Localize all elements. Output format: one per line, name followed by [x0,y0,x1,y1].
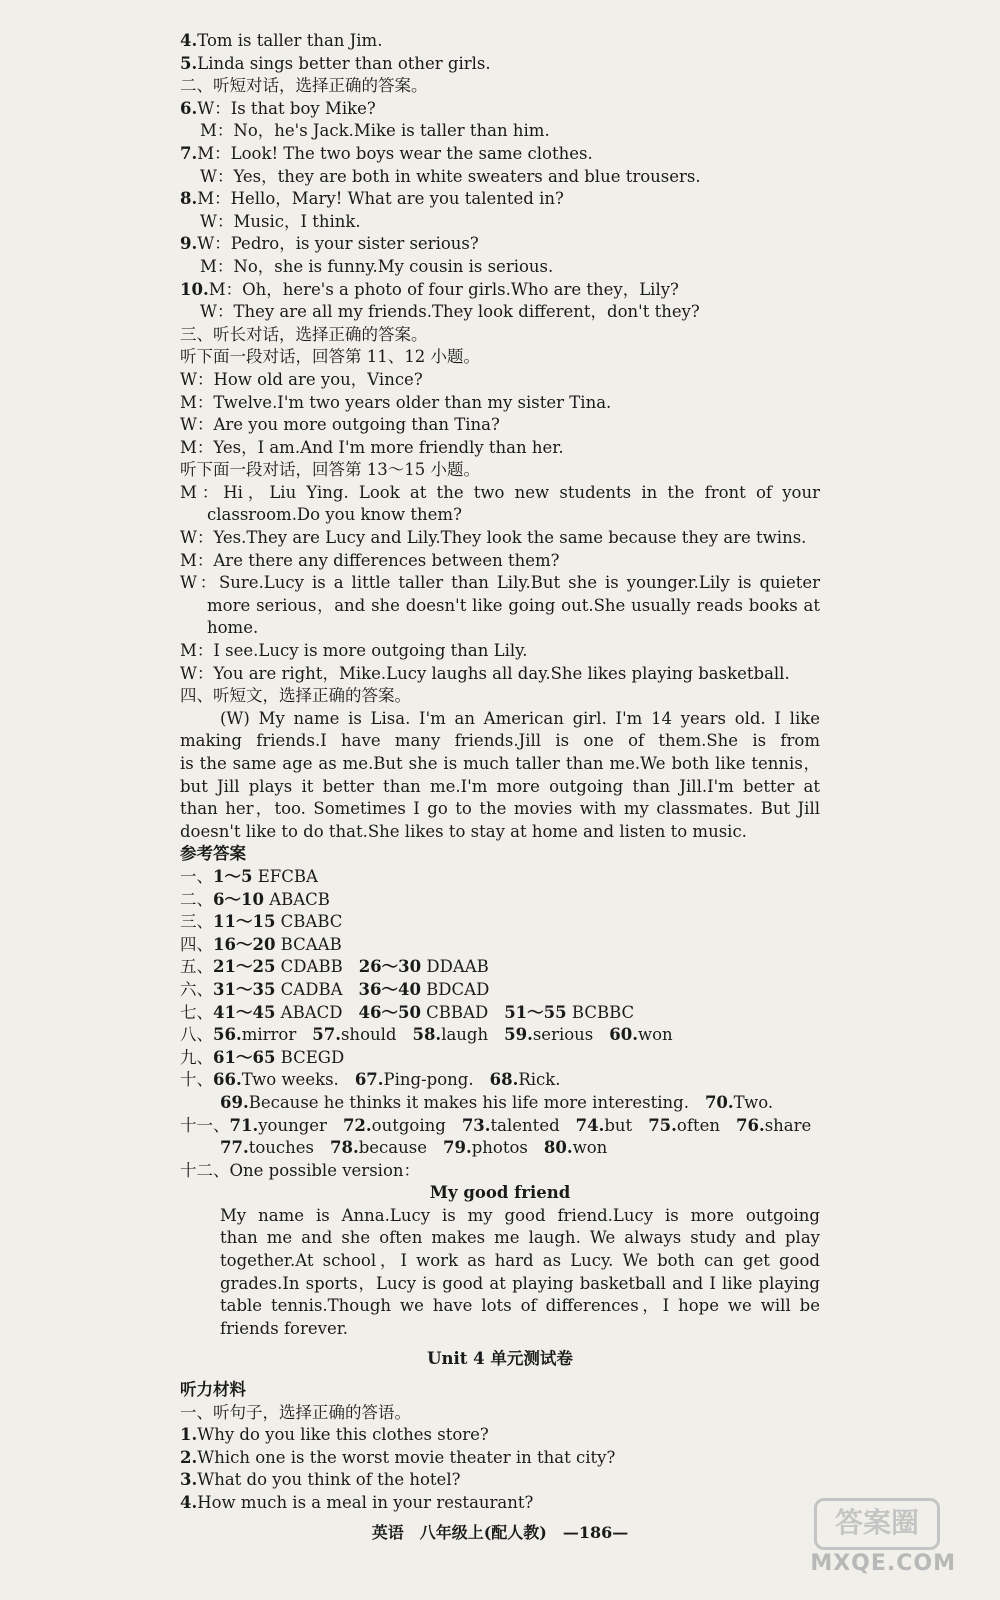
dialogue-1-intro: 听下面一段对话，回答第 11、12 小题。 [180,347,480,367]
passage-line: is the same age as me.But she is much taller than me.We both like tennis， [180,754,820,773]
essay-line: grades.In sports，Lucy is good at playing basketball and I like playing [220,1273,820,1293]
dialogue-2-line: M：I see.Lucy is more outgoing than Lily. [180,641,528,661]
unit4-question: 2.Which one is the worst movie theater in that city? [180,1447,616,1467]
dialogue-1-line: M：Twelve.I'm two years older than my sister Tina. [180,392,612,412]
unit4-question: 1.Why do you like this clothes store? [180,1425,489,1445]
question-8-line-1: 8.M：Hello，Mary! What are you talented in? [180,189,564,209]
answer-row: 四、16～20 BCAAB [180,934,342,954]
essay-line: friends forever. [220,1318,349,1338]
watermark-seal: 答案圈 [814,1498,940,1550]
question-7-line-2: W：Yes，they are both in white sweaters and blue trousers. [200,166,701,186]
watermark-logo [810,1500,980,1590]
answer-row: 六、31～35 CADBA 36～40 BDCAD [180,979,490,999]
unit4-question: 3.What do you think of the hotel? [180,1470,461,1490]
unit-title: Unit 4 单元测试卷 [427,1349,573,1369]
dialogue-2-line: more serious，and she doesn't like going out.She usually reads books at [207,595,820,615]
dialogue-1-line: W：How old are you，Vince? [180,369,423,389]
passage-line: doesn't like to do that.She likes to stay at home and listen to music. [180,821,747,841]
answer-row: 二、6～10 ABACB [180,889,330,909]
question-10-line-1: 10.M：Oh，here's a photo of four girls.Who are they，Lily? [180,279,679,299]
dialogue-1-line: M：Yes，I am.And I'm more friendly than her. [180,437,564,457]
answer-row: 一、1～5 EFCBA [180,866,318,886]
passage-line: making friends.I have many friends.Jill is one of them.She is from [180,731,820,751]
answer-row: 五、21～25 CDABB 26～30 DDAAB [180,957,489,977]
essay-line: table tennis.Though we have lots of differences，I hope we will be [220,1296,820,1316]
watermark-text: MXQE.COM [810,1551,956,1576]
document-body [180,30,820,1515]
spacer [180,1340,820,1348]
question-7-line-1: 7.M：Look! The two boys wear the same clothes. [180,143,593,163]
passage-line: (W) My name is Lisa. I'm an American girl. I'm 14 years old. I like [220,708,820,728]
question-9-line-2: M：No，she is funny.My cousin is serious. [200,256,554,276]
question-6-line-2: M：No，he's Jack.Mike is taller than him. [200,121,550,141]
section-heading-2: 二、听短对话，选择正确的答案。 [180,76,428,96]
unit4-section-1: 一、听句子，选择正确的答语。 [180,1402,411,1422]
answers-heading: 参考答案 [180,844,246,864]
page-footer: 英语 八年级上(配人教) —186— [371,1523,629,1542]
unit4-question: 4.How much is a meal in your restaurant? [180,1493,534,1512]
question-5: 5.Linda sings better than other girls. [180,53,491,73]
dialogue-2-intro: 听下面一段对话，回答第 13～15 小题。 [180,460,480,480]
dialogue-2-line: W：You are right，Mike.Lucy laughs all day.She likes playing basketball. [180,663,790,683]
passage-line: than her，too. Sometimes I go to the movies with my classmates. But Jill [180,799,820,819]
answer-row: 77.touches 78.because 79.photos 80.won [220,1138,608,1158]
section-heading-4: 四、听短文，选择正确的答案。 [180,686,411,706]
section-heading-3: 三、听长对话，选择正确的答案。 [180,324,428,344]
answer-row: 三、11～15 CBABC [180,912,343,932]
answer-row: 八、56.mirror 57.should 58.laugh 59.serious 60.won [180,1025,673,1045]
answer-row: 七、41～45 ABACD 46～50 CBBAD 51～55 BCBBC [180,1002,635,1022]
essay-line: My name is Anna.Lucy is my good friend.Lucy is more outgoing [220,1205,820,1225]
dialogue-2-line: classroom.Do you know them? [207,505,462,525]
dialogue-2-line: home. [207,618,259,638]
answer-row: 69.Because he thinks it makes his life more interesting. 70.Two. [220,1092,774,1112]
question-8-line-2: W：Music，I think. [200,211,361,231]
answer-row: 十二、One possible version： [180,1160,420,1180]
essay-line: together.At school，I work as hard as Lucy. We both can get good [220,1251,820,1271]
question-6-line-1: 6.W：Is that boy Mike? [180,98,376,118]
question-9-line-1: 9.W：Pedro，is your sister serious? [180,234,479,254]
spacer [180,1371,820,1379]
answer-row: 十、66.Two weeks. 67.Ping-pong. 68.Rick. [180,1070,561,1090]
dialogue-1-line: W：Are you more outgoing than Tina? [180,415,500,435]
question-4: 4.Tom is taller than Jim. [180,31,383,50]
essay-title: My good friend [429,1183,571,1203]
answer-row: 十一、71.younger 72.outgoing 73.talented 74.but 75.often 76.share [180,1115,812,1135]
question-10-line-2: W：They are all my friends.They look different，don't they? [200,302,700,322]
answer-row: 九、61～65 BCEGD [180,1047,345,1067]
passage-line: but Jill plays it better than me.I'm more outgoing than Jill.I'm better at [180,776,820,796]
dialogue-2-line: W：Yes.They are Lucy and Lily.They look the same because they are twins. [180,528,807,548]
listening-heading: 听力材料 [180,1380,246,1400]
dialogue-2-line: M：Hi，Liu Ying. Look at the two new students in the front of your [180,482,820,502]
dialogue-2-line: M：Are there any differences between them? [180,550,560,570]
essay-line: than me and she often makes me laugh. We always study and play [220,1228,820,1248]
dialogue-2-line: W：Sure.Lucy is a little taller than Lily.But she is younger.Lily is quieter [180,573,820,593]
